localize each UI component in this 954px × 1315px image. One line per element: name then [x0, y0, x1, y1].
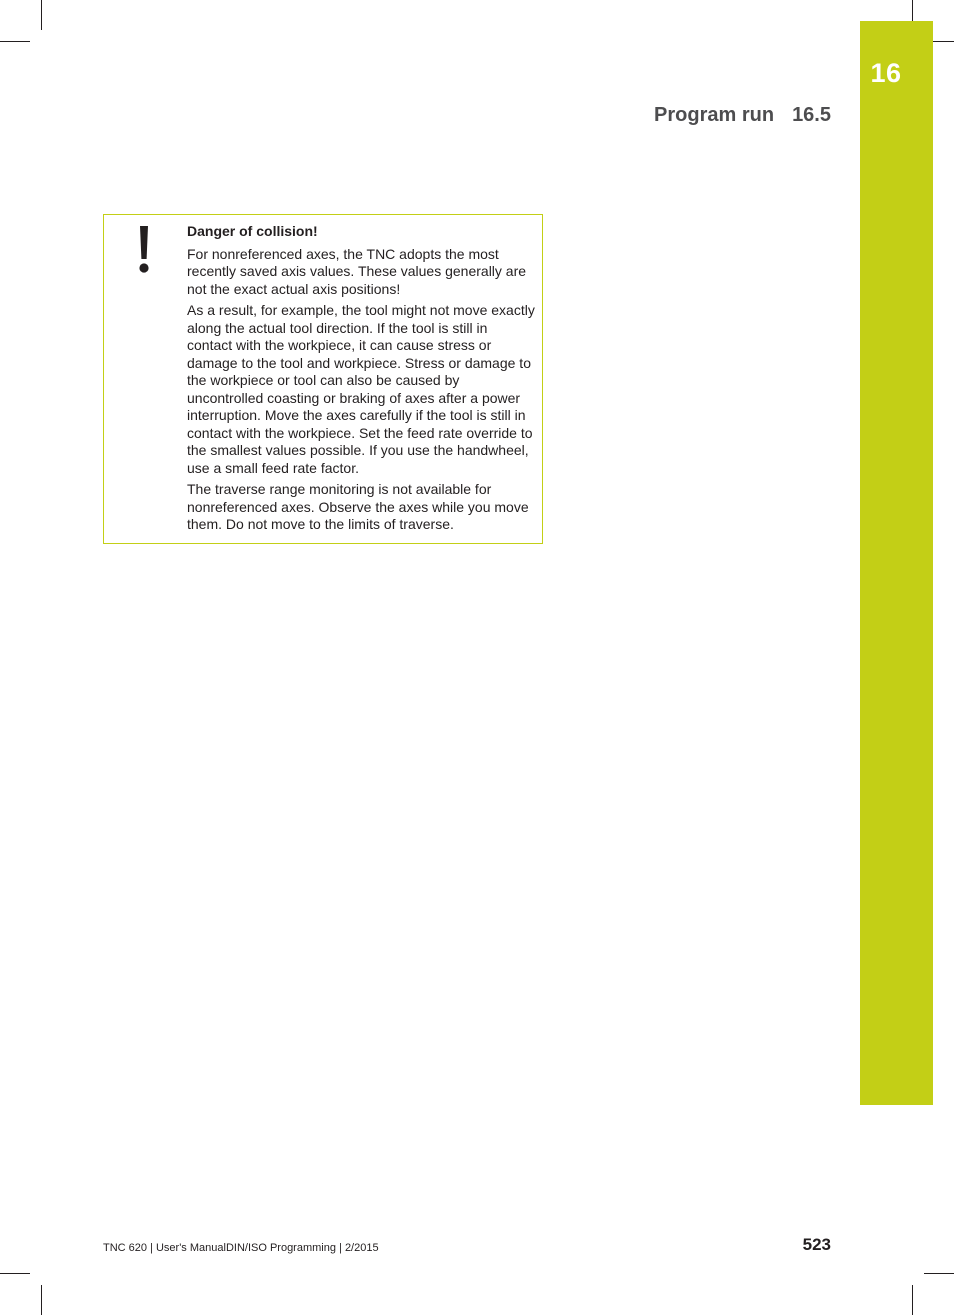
crop-mark	[0, 1273, 30, 1274]
chapter-number: 16	[870, 58, 902, 88]
page-number: 523	[802, 1235, 831, 1254]
crop-mark	[41, 1285, 42, 1315]
running-head	[654, 104, 831, 127]
crop-mark	[912, 1285, 913, 1315]
exclamation-icon	[138, 226, 150, 274]
warning-paragraph: The traverse range monitoring is not available for nonreferenced axes. Observe the axes while you move them. Do not move to the limits of traverse.	[187, 481, 529, 532]
warning-divider	[185, 215, 186, 543]
warning-paragraph: As a result, for example, the tool might not move exactly along the actual tool direction. If the tool is still in contact with the workpiece, it can cause stress or damage to the tool and workpiece. Stress or damage to the workpiece or tool can also be caused by uncontrolled coasting or braking of axes after a power interruption. Move the axes carefully if the tool is still in contact with the workpiece. Set the feed rate override to the smallest values possible. If you use the handwheel, use a small feed rate factor.	[187, 302, 535, 476]
chapter-tab	[860, 21, 933, 1105]
crop-mark	[0, 41, 30, 42]
footer-text: TNC 620 | User's ManualDIN/ISO Programming | 2/2015	[103, 1242, 379, 1254]
crop-mark	[924, 1273, 954, 1274]
warning-text	[187, 223, 535, 538]
warning-box	[103, 214, 543, 544]
warning-paragraph: For nonreferenced axes, the TNC adopts the most recently saved axis values. These values generally are not the exact actual axis positions!	[187, 245, 527, 297]
crop-mark	[41, 0, 42, 30]
section-title: Program run	[654, 104, 775, 126]
warning-title: Danger of collision!	[187, 223, 318, 239]
section-number: 16.5	[792, 104, 831, 126]
